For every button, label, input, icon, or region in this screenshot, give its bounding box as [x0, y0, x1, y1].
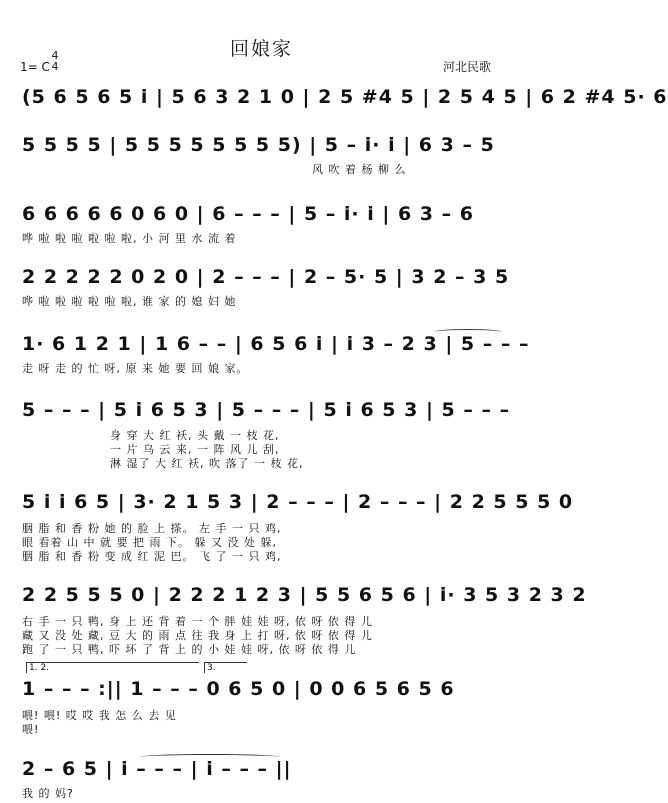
lyric-line: 我 的 妈? [22, 787, 74, 800]
music-system-1 [22, 86, 668, 116]
lyric-line: 喂! 喂! 哎 哎 我 怎 么 去 见 [22, 709, 177, 722]
lyric-line: 眼 看着 山 中 就 要 把 雨 下。 躲 又 没 处 躲, [22, 536, 277, 549]
music-system-6 [22, 399, 511, 479]
music-system-7 [22, 491, 574, 571]
lyric-line: 哗 啦 啦 啦 啦 啦 啦, 小 河 里 水 流 着 [22, 232, 237, 245]
notes-line: 5 5 5 5 | 5 5 5 5 5 5 5 5) | 5 – i· i | 6 3 – 5 [22, 134, 495, 156]
time-signature: 4 4 [51, 49, 59, 73]
page-title: 回娘家 [229, 38, 293, 60]
lyric-line: 风 吹 着 杨 柳 么 [312, 163, 407, 176]
notes-line: 2 2 5 5 5 0 | 2 2 2 1 2 3 | 5 5 6 5 6 | i· 3 5 3 2 3 2 [22, 584, 587, 606]
notes-line: 1 – – – :|| 1 – – – 0 6 5 0 | 0 0 6 5 6 5 6 [22, 678, 455, 700]
music-system-3 [22, 203, 504, 249]
notes-line: 2 – 6 5 | i – – – | i – – – || [22, 758, 292, 780]
notes-line: 5 i i 6 5 | 3· 2 1 5 3 | 2 – – – | 2 – – – | 2 2 5 5 5 0 [22, 491, 574, 513]
notes-line: 1· 6 1 2 1 | 1 6 – – | 6 5 6 i | i 3 – 2 3 | 5 – – – [22, 333, 530, 355]
music-system-9 [22, 678, 504, 738]
lyric-line: 一 片 乌 云 来, 一 阵 风 儿 刮, [110, 443, 280, 456]
lyric-line: 走 呀 走 的 忙 呀, 原 来 她 要 回 娘 家。 [22, 362, 249, 375]
music-system-2 [22, 134, 504, 180]
music-system-5 [22, 333, 530, 379]
lyric-line: 淋 湿了 大 红 袄, 吹 落了 一 枝 花, [110, 457, 304, 470]
volta-last-ending: 3. [204, 662, 247, 673]
lyric-line: 右 手 一 只 鸭, 身 上 还 背 着 一 个 胖 娃 娃 呀, 依 呀 依 得 儿 [22, 615, 373, 628]
lyric-line: 胭 脂 和 香 粉 变 成 红 泥 巴。 飞 了 一 只 鸡, [22, 550, 282, 563]
lyric-line: 哗 啦 啦 啦 啦 啦 啦, 谁 家 的 媳 妇 她 [22, 295, 237, 308]
composer-credit: 河北民歌 [443, 60, 492, 74]
notes-line: 6 6 6 6 6 0 6 0 | 6 – – – | 5 – i· i | 6 3 – 6 [22, 203, 474, 225]
lyric-line: 身 穿 大 红 袄, 头 戴 一 枝 花, [110, 429, 280, 442]
notes-line: 5 – – – | 5 i 6 5 3 | 5 – – – | 5 i 6 5 3 | 5 – – – [22, 399, 511, 421]
notes-line: (5 6 5 6 5 i | 5 6 3 2 1 0 | 2 5 #4 5 | 2 5 4 5 | 6 2 #4 5· 6 [22, 86, 668, 108]
lyric-line: 喂! [22, 723, 40, 736]
key-signature: 1= C [20, 60, 50, 74]
music-system-10 [22, 758, 504, 800]
music-system-8 [22, 584, 587, 664]
music-system-4 [22, 266, 510, 312]
volta-first-ending: 1. 2. [26, 662, 199, 673]
lyric-line: 藏 又 没 处 藏, 豆 大 的 雨 点 往 我 身 上 打 呀, 依 呀 依 得 儿 [22, 629, 373, 642]
notes-line: 2 2 2 2 2 0 2 0 | 2 – – – | 2 – 5· 5 | 3 2 – 3 5 [22, 266, 510, 288]
lyric-line: 胭 脂 和 香 粉 她 的 脸 上 搽。 左 手 一 只 鸡, [22, 522, 282, 535]
lyric-line: 跑 了 一 只 鸭, 吓 坏 了 背 上 的 小 娃 娃 呀, 依 呀 依 得 儿 [22, 643, 357, 656]
